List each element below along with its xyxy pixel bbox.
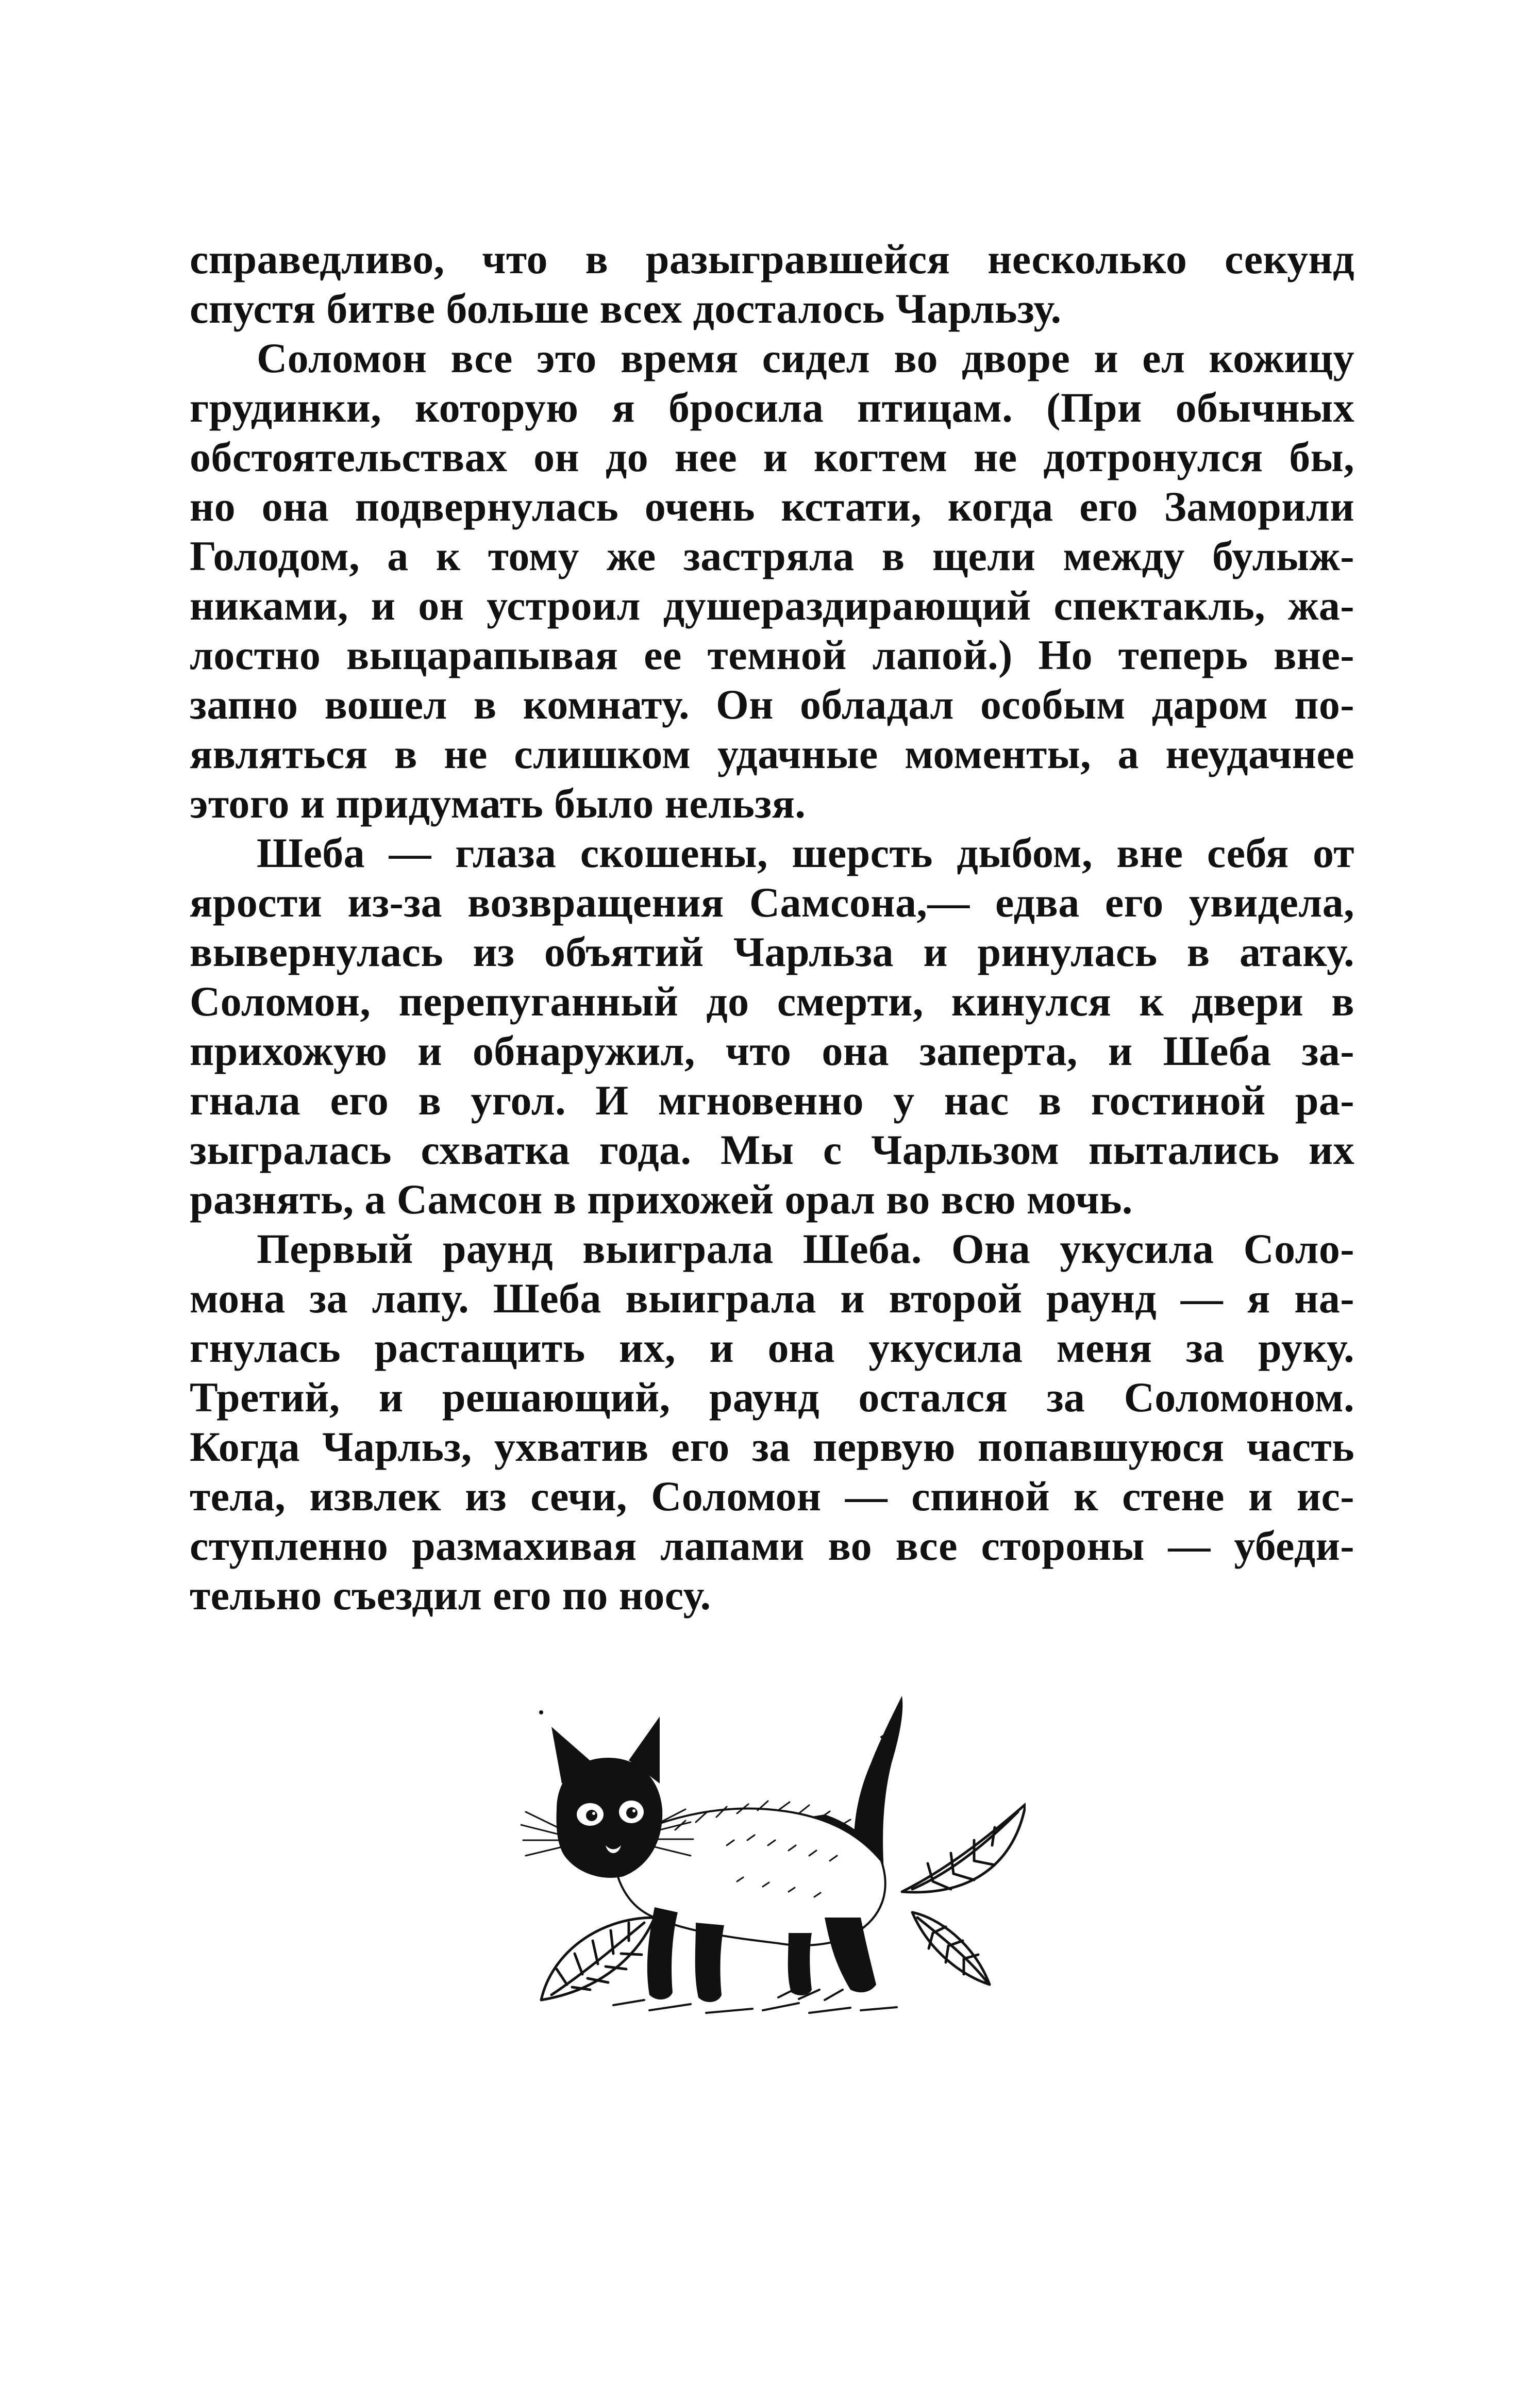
paragraph [190, 1224, 1354, 1620]
text-line: спустя битве больше всех досталось Чарльзу. [190, 285, 1062, 332]
text-line: ступленно размахивая лапами во все стороны — убеди- [190, 1522, 1354, 1569]
text-line: Третий, и решающий, раунд остался за Соломоном. [190, 1374, 1354, 1421]
text-line: запно вошел в комнату. Он обладал особым даром по- [190, 681, 1354, 728]
body-text [190, 235, 1354, 1620]
text-line: тельно съездил его по носу. [190, 1572, 711, 1619]
text-line: Голодом, а к тому же застряла в щели между булыж- [190, 532, 1354, 579]
text-line: тела, извлек из сечи, Соломон — спиной к стене и ис- [190, 1473, 1354, 1520]
text-line: гнулась растащить их, и она укусила меня за руку. [190, 1324, 1354, 1371]
text-line: ярости из-за возвращения Самсона,— едва его увидела, [190, 879, 1354, 926]
siamese-kitten-drawing-icon [521, 1675, 1026, 2026]
text-line: Шеба — глаза скошены, шерсть дыбом, вне себя от [257, 829, 1354, 876]
text-line: Соломон все это время сидел во дворе и ел кожицу [257, 335, 1354, 381]
text-line: Соломон, перепуганный до смерти, кинулся к двери в [190, 978, 1354, 1025]
text-line: Когда Чарльз, ухватив его за первую попавшуюся часть [190, 1423, 1354, 1470]
text-line: вывернулась из объятий Чарльза и ринулась в атаку. [190, 928, 1354, 975]
text-line: этого и придумать было нельзя. [190, 780, 806, 827]
text-line: прихожую и обнаружил, что она заперта, и Шеба за- [190, 1027, 1354, 1074]
text-line: справедливо, что в разыгравшейся несколько секунд [190, 236, 1354, 282]
text-line: зыгралась схватка года. Мы с Чарльзом пытались их [190, 1126, 1354, 1173]
text-line: но она подвернулась очень кстати, когда его Заморили [190, 483, 1354, 530]
text-line: гнала его в угол. И мгновенно у нас в гостиной ра- [190, 1077, 1354, 1124]
paragraph [190, 828, 1354, 1224]
text-line: лостно выцарапывая ее темной лапой.) Но теперь вне- [190, 631, 1354, 678]
text-line: являться в не слишком удачные моменты, а неудачнее [190, 730, 1354, 777]
paragraph [190, 235, 1354, 334]
text-line: грудинки, которую я бросила птицам. (При обычных [190, 384, 1354, 431]
text-line: никами, и он устроил душераздирающий спектакль, жа- [190, 582, 1354, 629]
text-line: обстоятельствах он до нее и когтем не дотронулся бы, [190, 434, 1354, 480]
text-line: разнять, а Самсон в прихожей орал во всю мочь. [190, 1176, 1133, 1223]
text-line: Первый раунд выиграла Шеба. Она укусила Соло- [257, 1225, 1354, 1272]
text-line: мона за лапу. Шеба выиграла и второй раунд — я на- [190, 1275, 1354, 1322]
paragraph [190, 334, 1354, 828]
